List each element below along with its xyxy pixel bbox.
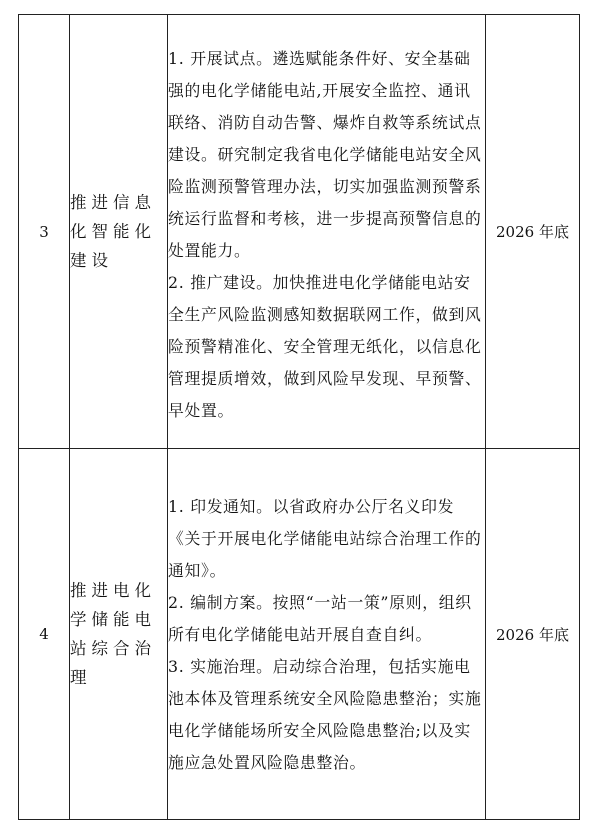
detail-item: 2. 编制方案。按照“一站一策”原则，组织所有电化学储能电站开展自查自纠。	[168, 593, 472, 644]
task-table	[18, 14, 580, 820]
table-row	[19, 15, 580, 449]
task-details	[168, 15, 486, 449]
detail-item: 1. 印发通知。以省政府办公厅名义印发《关于开展电化学储能电站综合治理工作的通知》。	[168, 497, 482, 580]
deadline: 2026 年底	[486, 15, 580, 449]
task-name	[70, 15, 168, 449]
task-name-text: 推进信息化智能化建设	[70, 193, 156, 270]
row-number: 4	[19, 449, 70, 820]
deadline: 2026 年底	[486, 449, 580, 820]
row-number: 3	[19, 15, 70, 449]
task-name	[70, 449, 168, 820]
detail-item: 3. 实施治理。启动综合治理，包括实施电池本体及管理系统安全风险隐患整治；实施电化学储能场所安全风险隐患整治;以及实施应急处置风险隐患整治。	[168, 657, 482, 772]
task-name-text: 推进电化学储能电站综合治理	[70, 581, 156, 687]
task-details	[168, 449, 486, 820]
detail-item: 1. 开展试点。遴选赋能条件好、安全基础强的电化学储能电站,开展安全监控、通讯联络、消防自动告警、爆炸自救等系统试点建设。研究制定我省电化学储能电站安全风险监测预警管理办法，切实加强监测预警系统运行监督和考核，进一步提高预警信息的处置能力。	[168, 48, 482, 260]
table-row	[19, 449, 580, 820]
detail-item: 2. 推广建设。加快推进电化学储能电站安全生产风险监测感知数据联网工作，做到风险预警精准化、安全管理无纸化，以信息化管理提质增效，做到风险早发现、早预警、早处置。	[168, 272, 482, 420]
